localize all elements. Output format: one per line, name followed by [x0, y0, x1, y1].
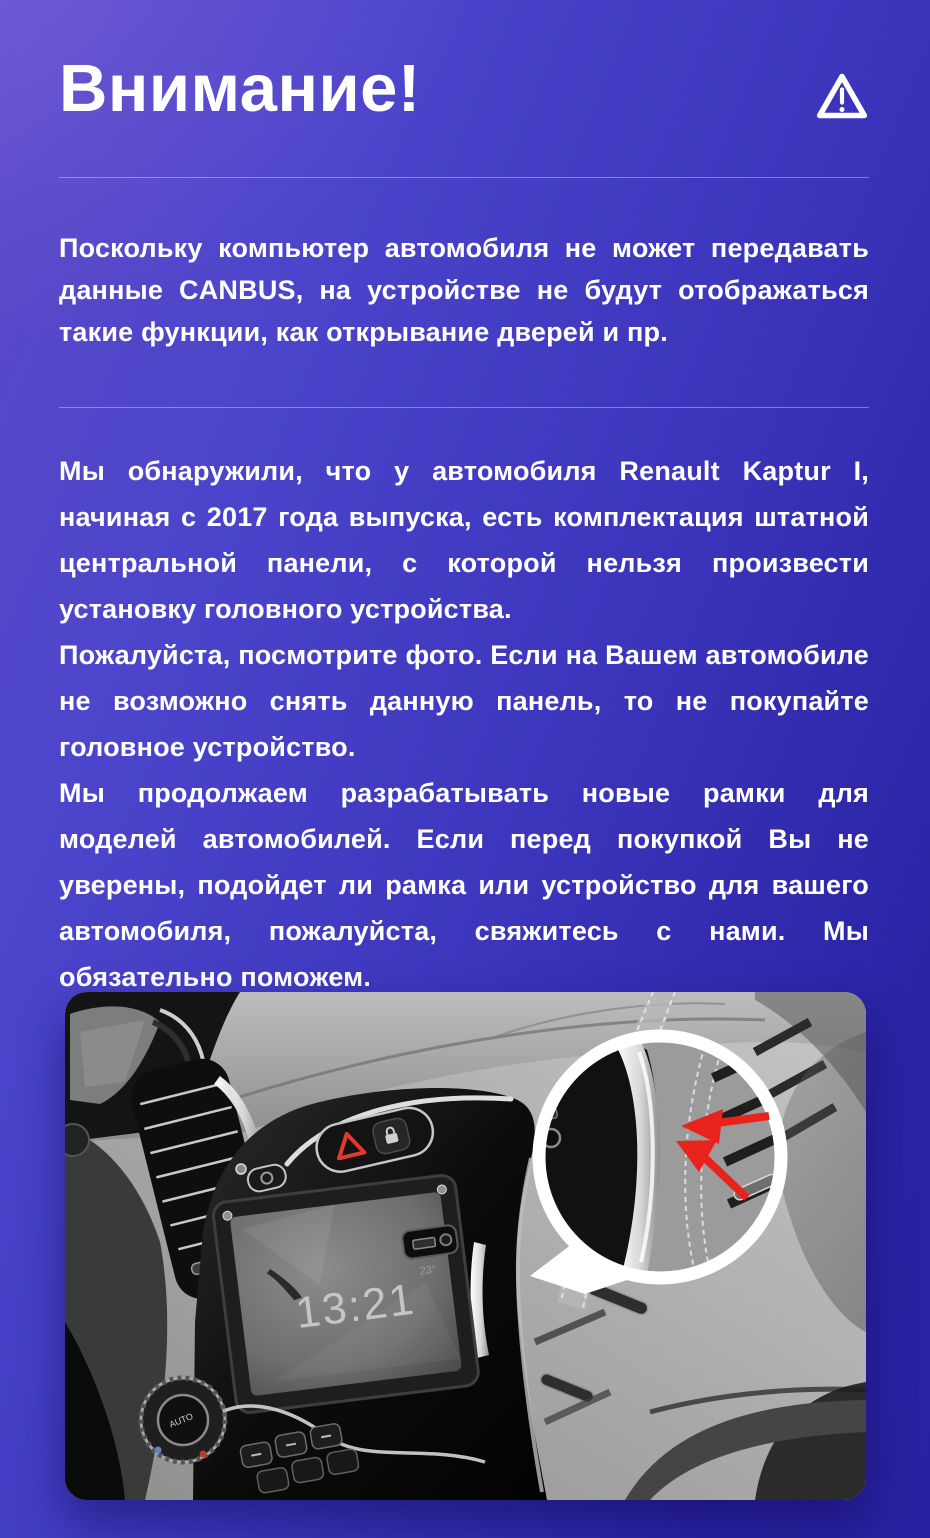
header: [59, 51, 870, 126]
paragraph-photo-note: Пожалуйста, посмотрите фото. Если на Вашем автомобиле не возможно снять данную панель, то не покупайте головное устройство.: [59, 640, 869, 762]
intro-paragraph: [59, 227, 869, 353]
warning-triangle-icon: [814, 70, 870, 122]
divider-top: [59, 177, 869, 178]
stalk-knob: [65, 1124, 89, 1156]
head-unit-screen: [212, 1174, 480, 1414]
divider-middle: [59, 407, 869, 408]
aux-jack: [440, 1234, 452, 1246]
dashboard-photo: [65, 992, 866, 1500]
knob-auto-label: AUTO: [167, 1411, 195, 1430]
paragraph-canbus: Поскольку компьютер автомобиля не может передавать данные CANBUS, на устройстве не будут отображаться такие функции, как открывание дверей и пр.: [59, 233, 869, 347]
climate-knob: [141, 1378, 225, 1462]
clock-display: 13:21: [292, 1274, 419, 1339]
paragraph-contact: Мы продолжаем разрабатывать новые рамки для моделей автомобилей. Если перед покупкой Вы не уверены, подойдет ли рамка или устройство для вашего автомобиля, пожалуйста, свяжитесь с нами. Мы обязательно поможем.: [59, 778, 869, 992]
main-paragraphs: [59, 448, 869, 1000]
page-title: Внимание!: [59, 51, 421, 126]
paragraph-kaptur: Мы обнаружили, что у автомобиля Renault Kaptur I, начиная с 2017 года выпуска, есть комплектация штатной центральной панели, с которой нельзя произвести установку головного устройства.: [59, 456, 869, 624]
temperature-label: 23°: [418, 1263, 437, 1278]
